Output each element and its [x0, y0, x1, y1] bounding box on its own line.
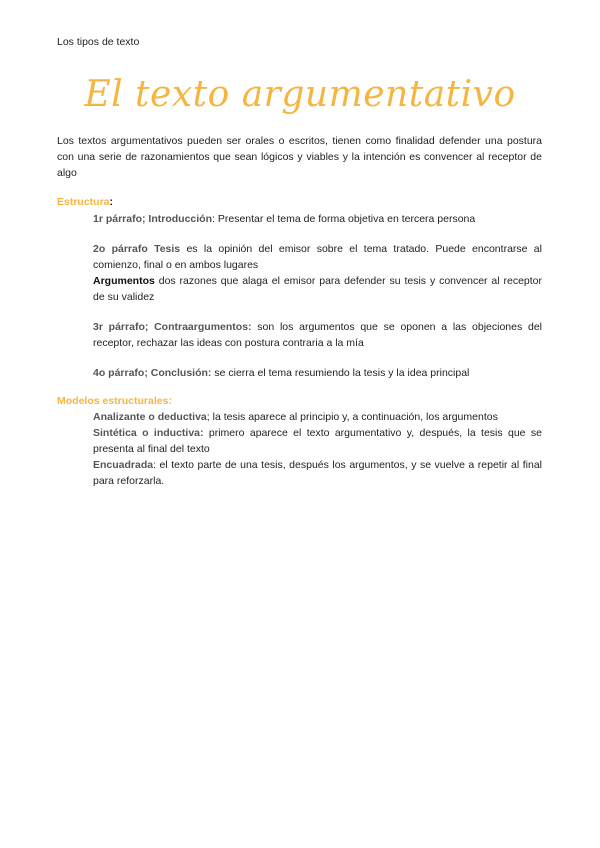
term-contraargumentos: 3r párrafo; Contraargumentos: — [93, 321, 252, 333]
intro-paragraph: Los textos argumentativos pueden ser orales o escritos, tienen como finalidad defender una postura con una serie de razonamientos que sean lógicos y viables y la intención es convencer al receptor de algo — [57, 135, 542, 179]
modelo-encuadrada — [93, 457, 542, 489]
term-conclusion: 4o párrafo; Conclusión: — [93, 367, 212, 379]
estructura-heading-text: Estructura — [57, 196, 110, 208]
term-introduccion: 1r párrafo; Introducción — [93, 213, 213, 225]
text-encuadrada: : el texto parte de una tesis, después los argumentos, y se vuelve a repetir al final para reforzarla. — [93, 459, 542, 487]
paragraph-contraargumentos — [93, 319, 542, 351]
paragraph-tesis — [93, 241, 542, 273]
paragraph-conclusion — [93, 365, 542, 381]
term-tesis: 2o párrafo Tesis — [93, 243, 181, 255]
term-sintetica: Sintética o inductiva: — [93, 427, 204, 439]
estructura-heading-colon: : — [109, 196, 114, 208]
modelo-analizante — [93, 409, 542, 425]
term-argumentos: Argumentos — [93, 275, 155, 287]
text-introduccion: : Presentar el tema de forma objetiva en tercera persona — [212, 213, 476, 225]
header-label: Los tipos de texto — [57, 36, 140, 48]
term-analizante: Analizante o deductiva — [93, 411, 207, 423]
text-argumentos: dos razones que alaga el emisor para defender su tesis y convencer al receptor de su validez — [93, 275, 542, 303]
paragraph-introduccion — [93, 211, 542, 227]
modelo-sintetica — [93, 425, 542, 457]
paragraph-argumentos — [93, 273, 542, 305]
term-encuadrada: Encuadrada — [93, 459, 154, 471]
text-conclusion: se cierra el tema resumiendo la tesis y la idea principal — [211, 367, 470, 379]
section-heading-modelos: Modelos estructurales: — [57, 395, 172, 407]
text-analizante: ; la tesis aparece al principio y, a continuación, los argumentos — [206, 411, 498, 423]
text-contraargumentos: son los argumentos que se oponen a las objeciones del receptor, rechazar las ideas con postura contraria a la mía — [93, 321, 542, 349]
section-heading-estructura — [57, 196, 113, 208]
text-tesis: es la opinión del emisor sobre el tema tratado. Puede encontrarse al comienzo, final o en ambos lugares — [93, 243, 542, 271]
page-title: El texto argumentativo — [84, 74, 516, 115]
text-sintetica: primero aparece el texto argumentativo y, después, la tesis que se presenta al final del texto — [93, 427, 542, 455]
